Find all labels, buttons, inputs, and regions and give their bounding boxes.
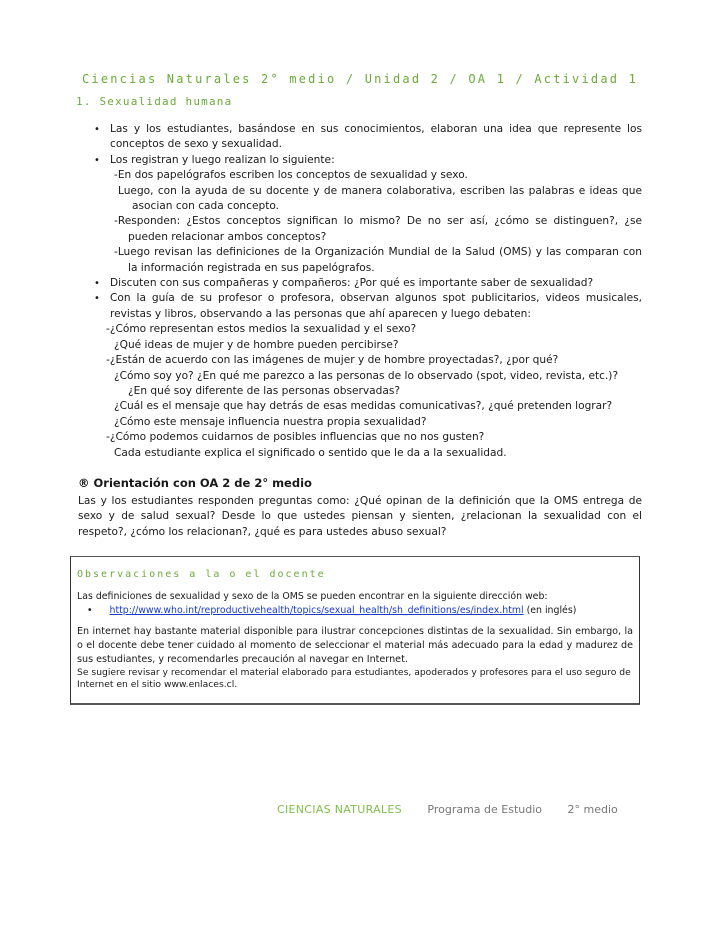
list-item	[106, 291, 642, 460]
bullet-text: • Con la guía de su profesor o profesora, observan algunos spot publicitarios, videos musicales, revistas y libros, observando a las personas que ahí aparecen y luego debaten:	[110, 292, 642, 320]
question-item: Cada estudiante explica el significado o sentido que le da a la sexualidad.	[114, 446, 507, 459]
observations-title: Observaciones a la o el docente	[77, 569, 326, 580]
list-item	[110, 276, 642, 291]
step-item: -Responden: ¿Estos conceptos significan lo mismo? De no ser así, ¿cómo se distinguen?, ¿se pueden relacionar ambos conceptos?	[114, 215, 642, 243]
page-footer	[277, 803, 618, 816]
question-item: ¿En qué soy diferente de las personas observadas?	[128, 384, 401, 397]
step-item: -Luego revisan las definiciones de la Organización Mundial de la Salud (OMS) y las comparan con la información registrada en sus papelógrafos.	[114, 246, 642, 274]
footer-subject: CIENCIAS NATURALES	[277, 803, 402, 816]
bullet-text: Discuten con sus compañeras y compañeros: ¿Por qué es importante saber de sexualidad?	[110, 277, 594, 290]
list-item	[110, 153, 642, 276]
question-item: -¿Cómo podemos cuidarnos de posibles influencias que no nos gusten?	[106, 431, 485, 444]
question-item: ¿Cuál es el mensaje que hay detrás de esas medidas comunicativas?, ¿qué pretenden lograr?	[114, 400, 613, 413]
step-item: Luego, con la ayuda de su docente y de manera colaborativa, escriben las palabras e ideas que asocian con cada concepto.	[118, 184, 642, 213]
observations-paragraph-2: Se sugiere revisar y recomendar el material elaborado para estudiantes, apoderados y profesores para el uso seguro de Internet en el sitio www.enlaces.cl.	[77, 667, 631, 690]
orientation-heading-text: Orientación con OA 2 de 2° medio	[93, 476, 312, 490]
question-item: -¿Cómo representan estos medios la sexualidad y el sexo?	[106, 323, 417, 336]
question-item: ¿Qué ideas de mujer y de hombre pueden percibirse?	[114, 338, 399, 351]
observations-paragraph-1: En internet hay bastante material disponible para ilustrar concepciones distintas de la sexualidad. Sin embargo, la o el docente debe tener cuidado al momento de seleccionar el material más adecuado para la edad y madurez de sus estudiantes, y recomendarles precaución al navegar en Internet.	[77, 626, 633, 665]
observations-intro: Las definiciones de sexualidad y sexo de la OMS se pueden encontrar en la siguiente dirección web:	[77, 591, 548, 602]
activity-body	[92, 122, 642, 461]
question-item: ¿Cómo este mensaje influencia nuestra propia sexualidad?	[114, 415, 427, 428]
question-item: -¿Están de acuerdo con las imágenes de mujer y de hombre proyectadas?, ¿por qué?	[106, 354, 559, 367]
registered-mark-icon: ®	[78, 476, 90, 490]
step-item: -En dos papelógrafos escriben los conceptos de sexualidad y sexo.	[114, 169, 468, 182]
activity-list	[92, 122, 642, 461]
bullet-icon: •	[87, 605, 93, 616]
section-title: 1. Sexualidad humana	[76, 95, 233, 108]
footer-program: Programa de Estudio	[427, 803, 543, 816]
list-item	[110, 122, 642, 153]
observations-box	[70, 556, 640, 705]
link-row	[87, 605, 576, 616]
question-item: ¿Cómo soy yo? ¿En qué me parezco a las personas de lo observado (spot, video, revista, etc.)?	[114, 369, 619, 382]
link-note: (en inglés)	[526, 605, 577, 616]
oms-link[interactable]: http://www.who.int/reproductivehealth/topics/sexual_health/sh_definitions/es/index.html	[109, 605, 524, 616]
orientation-heading	[78, 476, 312, 490]
orientation-text: Las y los estudiantes responden preguntas como: ¿Qué opinan de la definición que la OMS entrega de sexo y de salud sexual? Desde lo que ustedes piensan y sienten, ¿relacionan la sexualidad con el respeto?, ¿cómo los relacionan?, ¿qué es para ustedes abuso sexual?	[78, 495, 642, 538]
footer-grade: 2° medio	[567, 803, 618, 816]
bullet-text: • Los registran y luego realizan lo siguiente:	[110, 153, 335, 166]
page-title: Ciencias Naturales 2° medio / Unidad 2 / OA 1 / Actividad 1	[81, 72, 639, 86]
bullet-text: Las y los estudiantes, basándose en sus conocimientos, elaboran una idea que represente los conceptos de sexo y sexualidad.	[110, 123, 642, 151]
